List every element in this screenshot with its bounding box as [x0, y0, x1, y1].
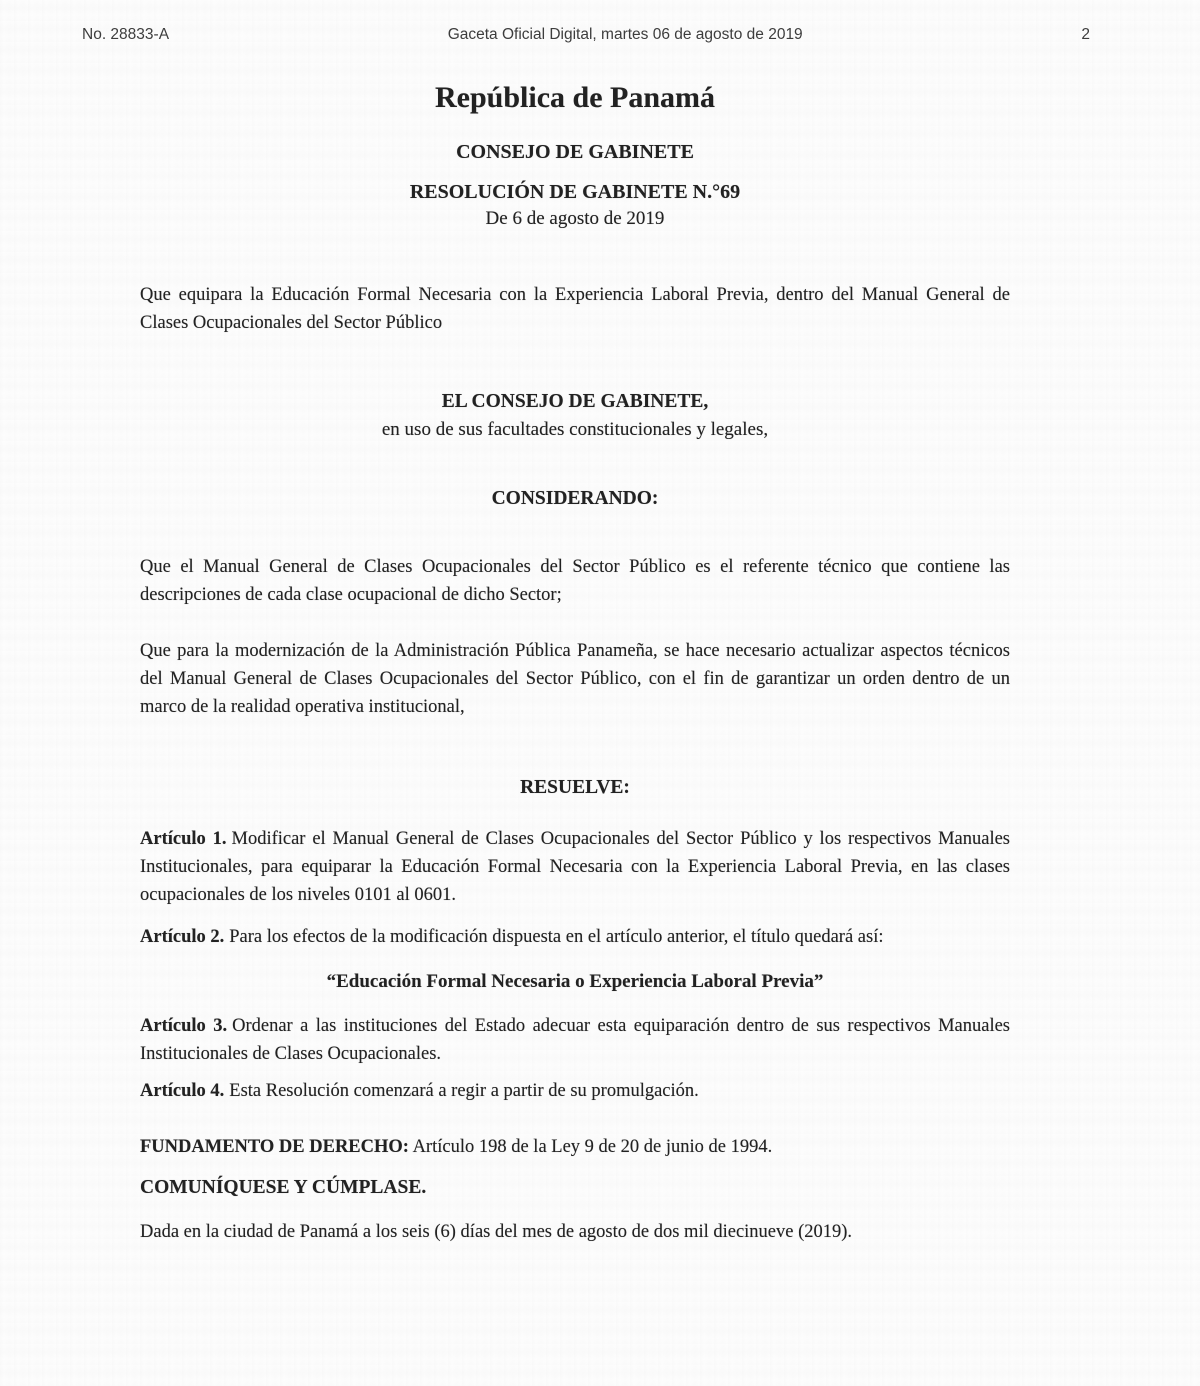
article-3: [140, 1012, 1010, 1068]
issuer-heading: EL CONSEJO DE GABINETE,: [441, 391, 709, 412]
resuelve-heading: RESUELVE:: [520, 777, 630, 798]
considerando-paragraph: Que el Manual General de Clases Ocupacionales del Sector Público es el referente técnico que contiene las descripciones de cada clase ocupacional de dicho Sector;: [140, 557, 1010, 605]
resolution-subject: Que equipara la Educación Formal Necesaria con la Experiencia Laboral Previa, dentro del Manual General de Clases Ocupacionales del Sector Público: [140, 285, 1010, 333]
fundamento-text: Artículo 198 de la Ley 9 de 20 de junio de 1994.: [412, 1137, 773, 1157]
resolution-document: [140, 80, 1010, 1246]
gazette-doc-number: No. 28833-A: [82, 26, 170, 43]
article-4-label: Artículo 4.: [140, 1081, 225, 1101]
comuniquese-line: COMUNÍQUESE Y CÚMPLASE.: [140, 1177, 427, 1198]
gazette-page-number: 2: [1081, 26, 1090, 43]
article-1: [140, 825, 1010, 909]
resolution-number-heading: RESOLUCIÓN DE GABINETE N.°69: [409, 181, 741, 203]
article-3-text: Ordenar a las instituciones del Estado adecuar esta equiparación dentro de sus respectivos Manuales Institucionales de Clases Ocupacionales.: [140, 1016, 1010, 1064]
article-2-text: Para los efectos de la modificación dispuesta en el artículo anterior, el título quedará así:: [229, 927, 884, 947]
fundamento-line: [140, 1133, 1010, 1161]
country-title: República de Panamá: [434, 81, 716, 114]
fundamento-label: FUNDAMENTO DE DERECHO:: [140, 1137, 409, 1157]
issuer-subheading: en uso de sus facultades constitucionales y legales,: [381, 419, 769, 440]
article-2: [140, 923, 1010, 951]
article-3-label: Artículo 3.: [140, 1016, 228, 1036]
gazette-header: [0, 0, 1200, 44]
closing-line: Dada en la ciudad de Panamá a los seis (6) días del mes de agosto de dos mil diecinueve (2019).: [140, 1222, 853, 1242]
considerando-heading: CONSIDERANDO:: [491, 488, 659, 509]
gazette-source-line: Gaceta Oficial Digital, martes 06 de agosto de 2019: [447, 26, 803, 43]
equivalence-quote: “Educación Formal Necesaria o Experiencia Laboral Previa”: [326, 971, 824, 992]
article-4-text: Esta Resolución comenzará a regir a partir de su promulgación.: [229, 1081, 699, 1101]
resolution-date: De 6 de agosto de 2019: [485, 208, 665, 229]
article-2-label: Artículo 2.: [140, 927, 225, 947]
org-heading: CONSEJO DE GABINETE: [456, 141, 694, 163]
article-4: [140, 1077, 1010, 1105]
article-1-label: Artículo 1.: [140, 829, 227, 849]
considerando-paragraph: Que para la modernización de la Administración Pública Panameña, se hace necesario actualizar aspectos técnicos del Manual General de Clases Ocupacionales del Sector Público, con el fin de garantizar un orden dentro de un marco de la realidad operativa institucional,: [140, 641, 1010, 717]
article-1-text: Modificar el Manual General de Clases Ocupacionales del Sector Público y los respectivos Manuales Institucionales, para equiparar la Educación Formal Necesaria con la Experiencia Laboral Previa, en las clases ocupacionales de los niveles 0101 al 0601.: [140, 829, 1010, 905]
